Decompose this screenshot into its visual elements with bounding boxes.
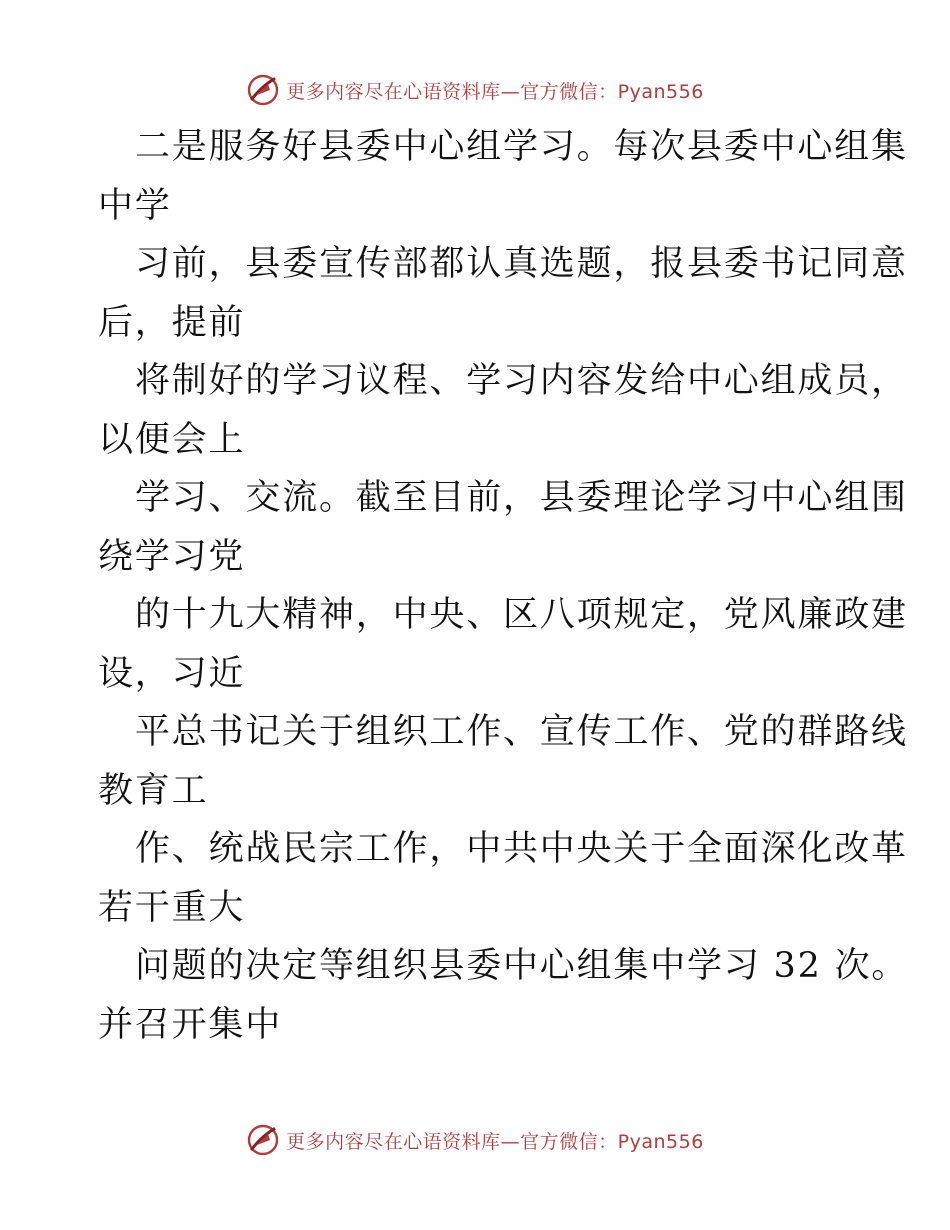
body-line: 将制好的学习议程、学习内容发给中心组成员， (135, 361, 908, 401)
header-banner (0, 70, 950, 110)
footer-banner (0, 1120, 950, 1160)
pen-nib-logo-icon (246, 73, 280, 107)
body-line: 二是服务好县委中心组学习。每次县委中心组集 (135, 127, 908, 167)
body-line: 后，提前 (98, 302, 246, 343)
body-line: 问题的决定等组织县委中心组集中学习 32 次。 (135, 946, 909, 986)
footer-banner-text: 更多内容尽在心语资料库—官方微信：Pyan556 (286, 1130, 704, 1153)
body-line: 习前，县委宣传部都认真选题，报县委书记同意 (135, 244, 908, 284)
body-line: 设，习近 (98, 653, 246, 694)
body-line: 以便会上 (98, 419, 246, 460)
header-banner-text: 更多内容尽在心语资料库—官方微信：Pyan556 (286, 80, 704, 103)
body-line: 并召开集中 (98, 1004, 283, 1045)
body-line: 教育工 (98, 770, 209, 811)
body-line: 中学 (98, 185, 172, 226)
body-line: 若干重大 (98, 887, 246, 928)
document-body (98, 118, 909, 1054)
body-line: 的十九大精神，中央、区八项规定，党风廉政建 (135, 595, 908, 635)
body-line: 绕学习党 (98, 536, 246, 577)
body-line: 平总书记关于组织工作、宣传工作、党的群路线 (135, 712, 908, 752)
body-line: 学习、交流。截至目前，县委理论学习中心组围 (135, 478, 908, 518)
pen-nib-logo-icon (246, 1123, 280, 1157)
body-line: 作、统战民宗工作，中共中央关于全面深化改革 (135, 829, 908, 869)
